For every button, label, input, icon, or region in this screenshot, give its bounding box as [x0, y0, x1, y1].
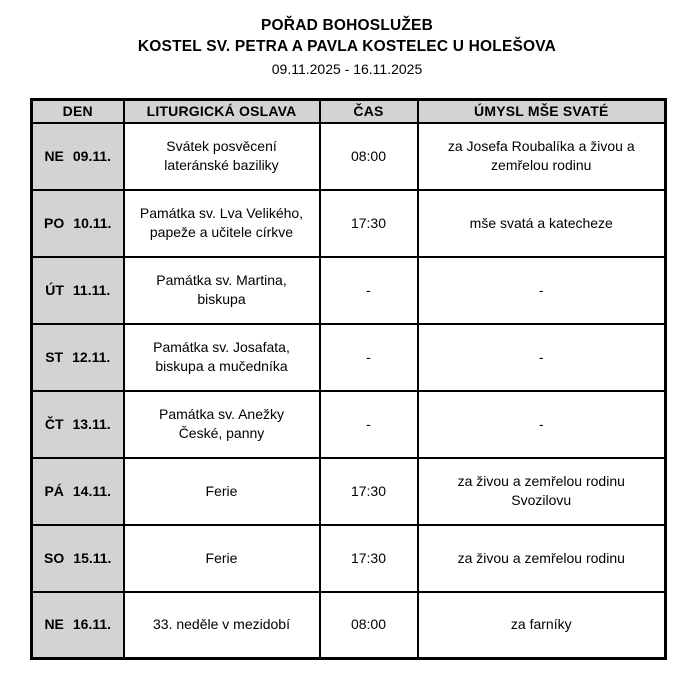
time-cell: -: [320, 391, 418, 458]
day-date: 16.11.: [72, 616, 112, 633]
church-name: KOSTEL SV. PETRA A PAVLA KOSTELEC U HOLEŠOVA: [137, 38, 557, 55]
time-cell: 17:30: [320, 458, 418, 525]
day-abbr: ČT: [44, 415, 64, 432]
day-abbr: PO: [44, 214, 65, 231]
column-header-cas: ČAS: [320, 100, 418, 123]
date-range: 09.11.2025 - 16.11.2025: [271, 61, 423, 77]
day-abbr: ST: [45, 348, 64, 365]
table-row: [32, 257, 666, 324]
celebration-cell: Památka sv. Anežky České, panny: [124, 391, 320, 458]
schedule-table: [30, 98, 667, 660]
intention-cell: za živou a zemřelou rodinu: [418, 525, 666, 592]
intention-cell: -: [418, 391, 666, 458]
page-title: POŘAD BOHOSLUŽEB: [261, 17, 433, 34]
day-cell: [32, 458, 124, 525]
column-header-umysl: ÚMYSL MŠE SVATÉ: [418, 100, 666, 123]
time-cell: -: [320, 324, 418, 391]
table-row: [32, 391, 666, 458]
intention-cell: -: [418, 324, 666, 391]
celebration-cell: Ferie: [124, 458, 320, 525]
day-date: 15.11.: [73, 549, 112, 566]
intention-cell: za živou a zemřelou rodinu Svozilovu: [418, 458, 666, 525]
table-header: [32, 100, 666, 123]
day-cell: [32, 324, 124, 391]
day-cell: [32, 257, 124, 324]
day-cell: [32, 123, 124, 190]
time-cell: 17:30: [320, 525, 418, 592]
time-cell: 17:30: [320, 190, 418, 257]
day-cell: [32, 592, 124, 659]
table-row: [32, 324, 666, 391]
day-abbr: SO: [44, 549, 65, 566]
celebration-cell: Památka sv. Josafata, biskupa a mučedníka: [124, 324, 320, 391]
day-cell: [32, 525, 124, 592]
day-date: 11.11.: [72, 281, 111, 298]
intention-cell: za Josefa Roubalíka a živou a zemřelou rodinu: [418, 123, 666, 190]
day-cell: [32, 391, 124, 458]
celebration-cell: Památka sv. Lva Velikého, papeže a učitele církve: [124, 190, 320, 257]
table-row: [32, 592, 666, 659]
header-row: [32, 100, 666, 123]
table-row: [32, 190, 666, 257]
column-header-liturgicka-oslava: LITURGICKÁ OSLAVA: [124, 100, 320, 123]
time-cell: 08:00: [320, 592, 418, 659]
celebration-cell: 33. neděle v mezidobí: [124, 592, 320, 659]
document-header: [0, 0, 694, 79]
celebration-cell: Ferie: [124, 525, 320, 592]
day-date: 14.11.: [72, 482, 112, 499]
intention-cell: -: [418, 257, 666, 324]
intention-cell: mše svatá a katecheze: [418, 190, 666, 257]
celebration-cell: Památka sv. Martina, biskupa: [124, 257, 320, 324]
day-date: 12.11.: [72, 348, 111, 365]
time-cell: 08:00: [320, 123, 418, 190]
day-abbr: PÁ: [44, 482, 64, 499]
time-cell: -: [320, 257, 418, 324]
column-header-den: DEN: [32, 100, 124, 123]
day-abbr: ÚT: [45, 281, 64, 298]
celebration-cell: Svátek posvěcení lateránské baziliky: [124, 123, 320, 190]
day-cell: [32, 190, 124, 257]
table-row: [32, 525, 666, 592]
table-row: [32, 458, 666, 525]
table-row: [32, 123, 666, 190]
day-date: 09.11.: [72, 147, 112, 164]
day-abbr: NE: [44, 147, 64, 164]
day-date: 10.11.: [73, 214, 112, 231]
day-date: 13.11.: [72, 415, 111, 432]
day-abbr: NE: [44, 616, 64, 633]
intention-cell: za farníky: [418, 592, 666, 659]
